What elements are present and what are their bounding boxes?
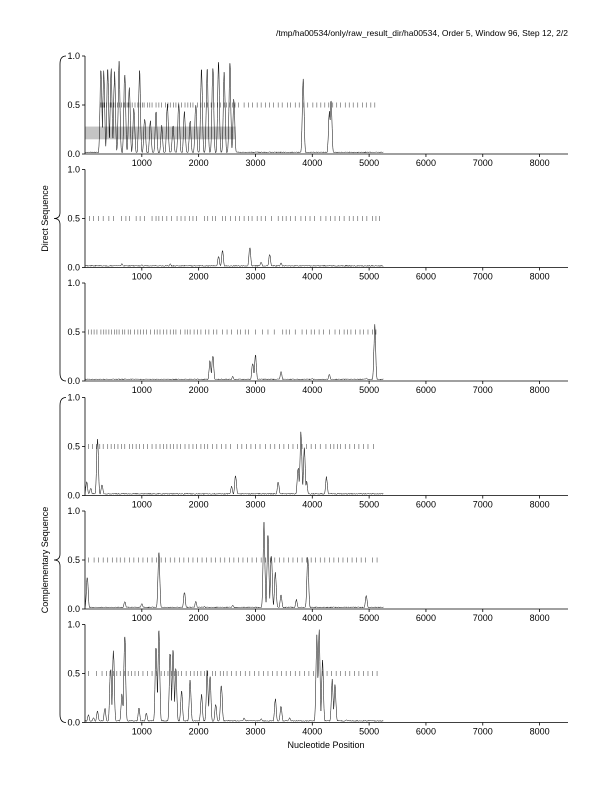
y-tick-label: 1.0 [67,619,80,630]
x-tick-label: 1000 [131,613,152,623]
y-tick-label: 0.0 [67,717,80,728]
coding-profile-line [85,432,383,494]
group-label: Direct Sequence [40,185,50,252]
plot-area [40,51,568,737]
x-tick-label: 1000 [131,385,152,395]
y-tick-label: 0.5 [67,555,80,565]
x-tick-label: 8000 [529,385,550,395]
y-tick-label: 0.0 [67,376,80,386]
panel-direct-frame-1 [67,51,568,168]
x-tick-label: 3000 [245,726,266,737]
y-tick-label: 0.0 [67,604,80,614]
figure-header: /tmp/ha00534/only/raw_result_dir/ha00534, Order 5, Window 96, Step 12, 2/2 [275,28,568,38]
x-tick-label: 7000 [472,271,493,282]
x-tick-label: 3000 [245,385,266,395]
y-tick-label: 1.0 [67,278,80,288]
x-tick-label: 3000 [245,613,266,623]
x-tick-label: 7000 [472,158,493,168]
x-tick-label: 6000 [415,499,436,510]
x-tick-label: 8000 [529,726,550,737]
x-tick-label: 2000 [188,726,209,737]
group-brace [54,398,66,723]
coding-profile-line [85,522,383,608]
group-brace [54,56,66,381]
x-tick-label: 5000 [359,385,380,395]
x-tick-label: 4000 [302,613,323,623]
x-tick-label: 7000 [472,613,493,623]
x-tick-label: 7000 [472,499,493,510]
y-tick-label: 1.0 [67,506,80,516]
x-tick-label: 2000 [188,613,209,623]
y-tick-label: 0.5 [67,213,80,224]
x-tick-label: 4000 [302,726,323,737]
x-tick-label: 8000 [529,271,550,282]
x-tick-label: 3000 [245,158,266,168]
x-tick-label: 3000 [245,271,266,282]
y-tick-label: 0.0 [67,262,80,273]
x-tick-label: 5000 [359,271,380,282]
y-tick-label: 0.5 [67,441,80,452]
x-tick-label: 4000 [302,499,323,510]
y-tick-label: 0.0 [67,149,80,159]
x-tick-label: 5000 [359,613,380,623]
x-tick-label: 6000 [415,385,436,395]
group-label: Complementary Sequence [40,506,50,614]
x-tick-label: 5000 [359,499,380,510]
x-tick-label: 7000 [472,726,493,737]
x-tick-label: 5000 [359,726,380,737]
x-tick-label: 2000 [188,499,209,510]
x-tick-label: 6000 [415,158,436,168]
x-tick-label: 1000 [131,271,152,282]
x-tick-label: 6000 [415,613,436,623]
x-tick-label: 6000 [415,271,436,282]
panel-direct-frame-2 [67,165,568,282]
x-axis-label: Nucleotide Position [287,740,365,750]
y-tick-label: 0.5 [67,668,80,679]
coding-profile-line [85,630,383,722]
x-tick-label: 8000 [529,158,550,168]
x-tick-label: 8000 [529,613,550,623]
x-tick-label: 1000 [131,158,152,168]
y-tick-label: 1.0 [67,164,80,175]
x-tick-label: 4000 [302,158,323,168]
y-tick-label: 1.0 [67,51,80,61]
y-tick-label: 1.0 [67,392,80,403]
coding-profile-line [85,248,383,266]
y-tick-label: 0.5 [67,327,80,337]
x-tick-label: 4000 [302,385,323,395]
highlight-band [85,127,236,140]
panel-complementary-frame-1 [67,393,568,510]
x-tick-label: 1000 [131,726,152,737]
x-tick-label: 1000 [131,499,152,510]
y-tick-label: 0.0 [67,490,80,501]
x-tick-label: 2000 [188,271,209,282]
x-tick-label: 2000 [188,385,209,395]
panel-complementary-frame-3 [67,620,568,737]
coding-profile-line [85,324,383,380]
x-tick-label: 6000 [415,726,436,737]
x-tick-label: 4000 [302,271,323,282]
y-tick-label: 0.5 [67,100,80,110]
panel-direct-frame-3 [67,278,568,395]
x-tick-label: 7000 [472,385,493,395]
x-tick-label: 2000 [188,158,209,168]
x-tick-label: 3000 [245,499,266,510]
x-tick-label: 8000 [529,499,550,510]
panel-complementary-frame-2 [67,506,568,623]
x-tick-label: 5000 [359,158,380,168]
